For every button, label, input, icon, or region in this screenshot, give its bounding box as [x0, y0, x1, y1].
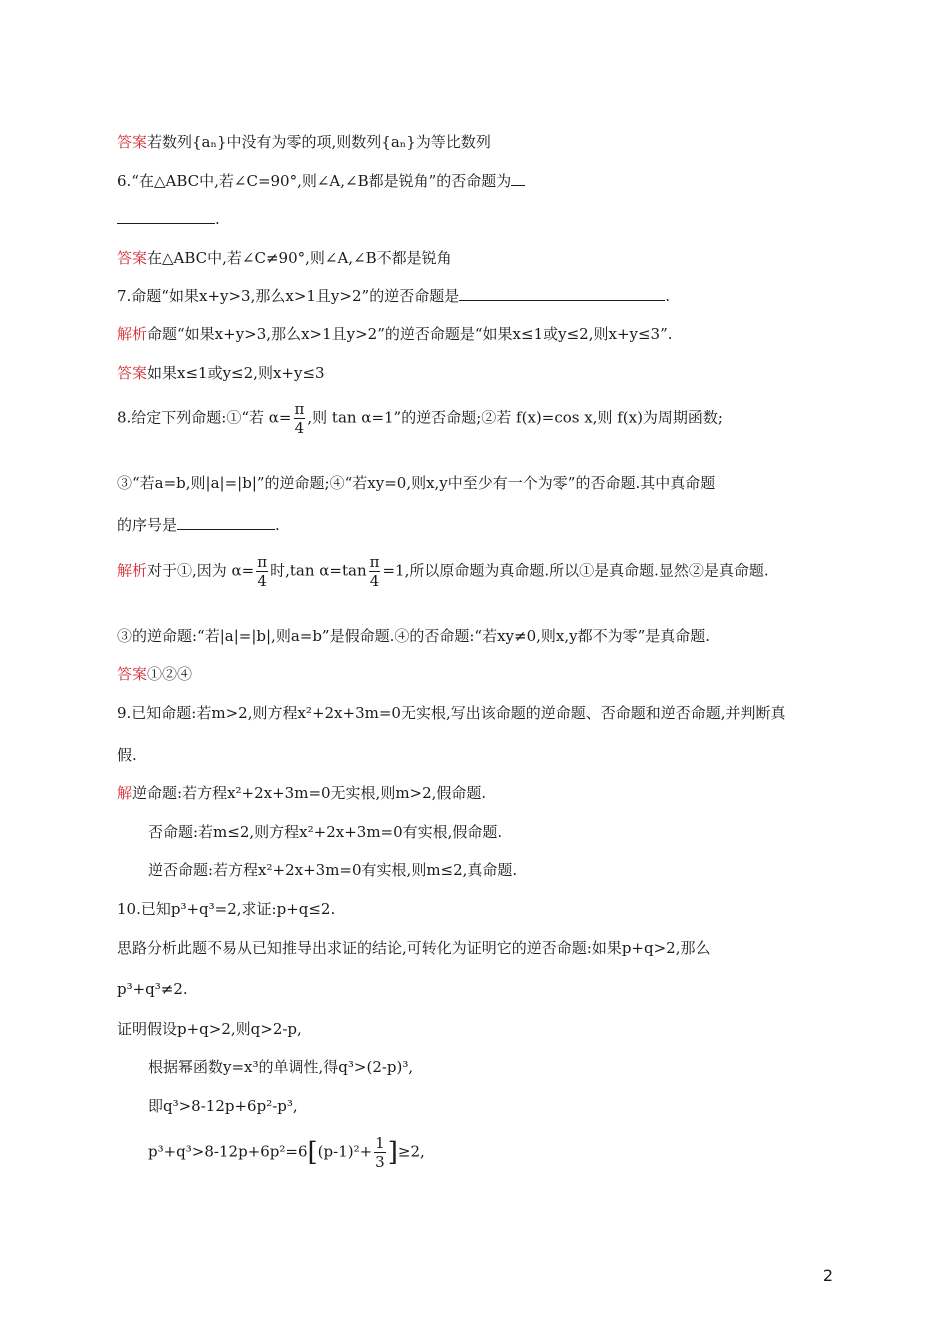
answer-8 [117, 663, 192, 685]
blank [459, 288, 665, 301]
question-6 [117, 170, 525, 192]
numerator: π [369, 553, 380, 571]
blank [177, 517, 275, 530]
solution-9-line2: 否命题:若m≤2,则方程x²+2x+3m=0有实根,假命题. [148, 823, 503, 841]
question-6-text: 6.“在△ABC中,若∠C=90°,则∠A,∠B都是锐角”的否命题为 [117, 172, 512, 190]
question-6-continued [117, 208, 220, 230]
analysis-tag: 解析 [117, 561, 148, 580]
question-8-line3 [117, 514, 280, 536]
answer-tag: 答案 [117, 249, 148, 267]
text: (p-1)²+ [317, 1142, 373, 1161]
text: 逆命题:若方程x²+2x+3m=0无实根,则m>2,假命题. [132, 784, 487, 802]
denominator: 4 [257, 572, 267, 590]
blank [511, 173, 525, 186]
solution-tag: 解 [117, 784, 133, 802]
analysis-tag: 解析 [117, 325, 148, 343]
denominator: 4 [294, 419, 305, 437]
proof-line4 [148, 1134, 425, 1171]
fraction [369, 553, 381, 590]
blank [117, 211, 215, 224]
fraction [294, 400, 306, 437]
answer-tag: 答案 [117, 364, 148, 382]
period: . [275, 516, 280, 534]
right-bracket: ] [387, 1137, 398, 1168]
denominator: 4 [369, 572, 380, 590]
left-bracket: [ [307, 1137, 318, 1168]
period: . [665, 287, 670, 305]
fraction [256, 553, 268, 590]
text: 8.给定下列命题:①“若 α= [117, 408, 292, 427]
proof-line3: 即q³>8-12p+6p²-p³, [148, 1097, 298, 1115]
question-7 [117, 285, 670, 307]
analysis-8-line1 [117, 553, 769, 590]
fraction [374, 1134, 386, 1171]
denominator: 3 [375, 1153, 385, 1171]
proof-line1: 证明假设p+q>2,则q>2-p, [117, 1020, 302, 1038]
question-8-line1 [117, 400, 723, 437]
numerator: π [257, 553, 268, 571]
answer-tag: 答案 [117, 133, 148, 151]
numerator: π [294, 400, 305, 418]
reasoning-10-line2: p³+q³≠2. [117, 980, 188, 998]
analysis-text: 命题“如果x+y>3,那么x>1且y>2”的逆否命题是“如果x≤1或y≤2,则x+y≤3”. [147, 325, 673, 343]
question-10: 10.已知p³+q³=2,求证:p+q≤2. [117, 900, 336, 918]
question-9-line2: 假. [117, 746, 137, 764]
solution-9-line1 [117, 782, 486, 804]
answer-text: ①②④ [147, 665, 193, 683]
reasoning-10-line1: 思路分析此题不易从已知推导出求证的结论,可转化为证明它的逆否命题:如果p+q>2,那么 [117, 939, 711, 957]
proof-line2: 根据幂函数y=x³的单调性,得q³>(2-p)³, [148, 1058, 414, 1076]
question-7-text: 7.命题“如果x+y>3,那么x>1且y>2”的逆否命题是 [117, 287, 460, 305]
period: . [215, 210, 220, 228]
answer-line [117, 131, 491, 153]
answer-tag: 答案 [117, 665, 148, 683]
answer-text: 若数列{aₙ}中没有为零的项,则数列{aₙ}为等比数列 [147, 133, 491, 151]
answer-6 [117, 247, 452, 269]
answer-7 [117, 362, 325, 384]
question-9-line1: 9.已知命题:若m>2,则方程x²+2x+3m=0无实根,写出该命题的逆命题、否命题和逆否命题,并判断真 [117, 704, 786, 722]
text: 对于①,因为 α= [147, 561, 255, 580]
page-number: 2 [822, 1266, 833, 1285]
solution-9-line3: 逆否命题:若方程x²+2x+3m=0有实根,则m≤2,真命题. [148, 861, 518, 879]
text: =1,所以原命题为真命题.所以①是真命题.显然②是真命题. [382, 561, 769, 580]
answer-text: 如果x≤1或y≤2,则x+y≤3 [147, 364, 325, 382]
answer-text: 在△ABC中,若∠C≠90°,则∠A,∠B不都是锐角 [147, 249, 452, 267]
numerator: 1 [375, 1134, 385, 1152]
text: 时,tan α=tan [270, 561, 367, 580]
question-8-line2: ③“若a=b,则|a|=|b|”的逆命题;④“若xy=0,则x,y中至少有一个为零”的否命题.其中真命题 [117, 474, 716, 492]
analysis-8-line2: ③的逆命题:“若|a|=|b|,则a=b”是假命题.④的否命题:“若xy≠0,则x,y都不为零”是真命题. [117, 627, 711, 645]
text: ,则 tan α=1”的逆否命题;②若 f(x)=cos x,则 f(x)为周期函数; [307, 408, 723, 427]
text: 的序号是 [117, 516, 178, 534]
analysis-7 [117, 323, 673, 345]
text: ≥2, [397, 1142, 425, 1161]
text: p³+q³>8-12p+6p²=6 [148, 1142, 308, 1161]
